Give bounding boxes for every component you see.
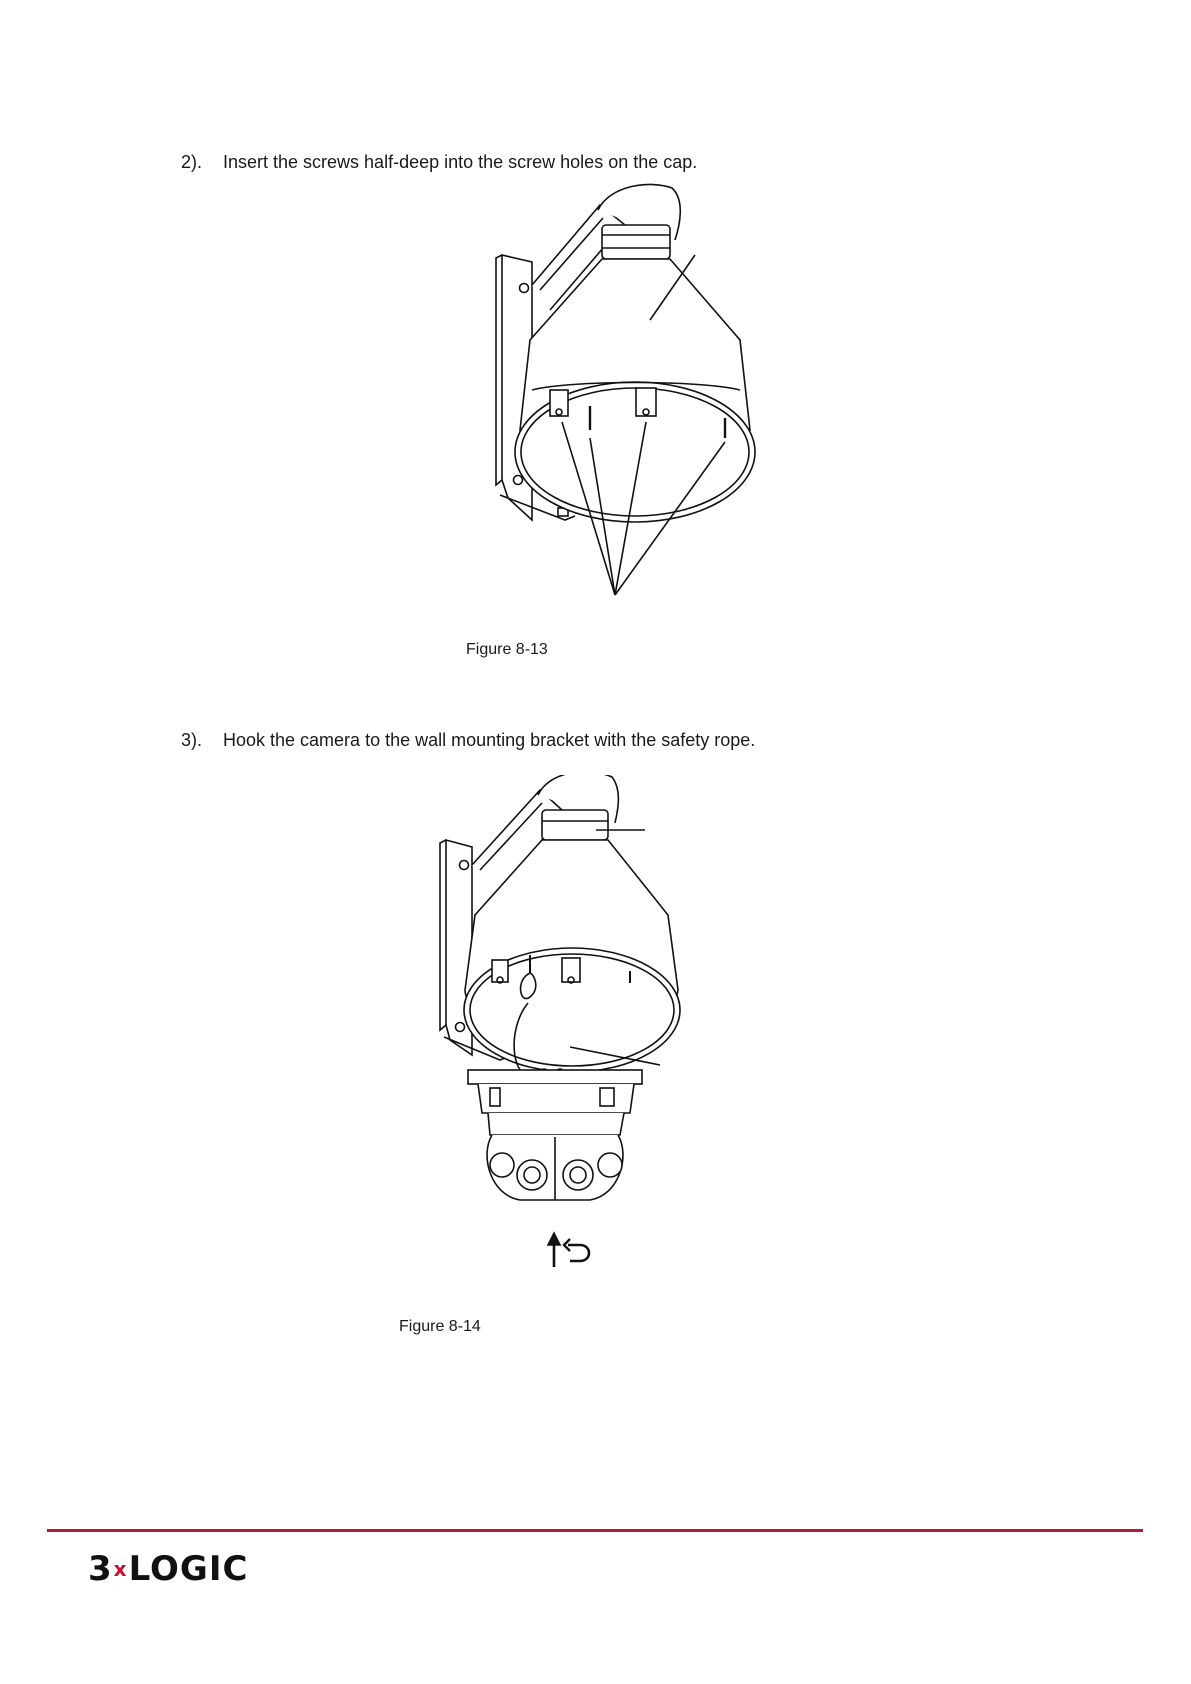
step-number: 3). — [181, 730, 203, 750]
step-number: 2). — [181, 152, 203, 172]
logo-part-3: 3 — [88, 1549, 113, 1589]
step-3 — [181, 729, 755, 751]
step-2 — [181, 151, 697, 173]
footer-rule — [47, 1529, 1143, 1532]
logo-part-logic: LOGIC — [128, 1549, 249, 1589]
step-text: Insert the screws half-deep into the screw holes on the cap. — [223, 152, 698, 172]
figure-8-13-illustration — [440, 180, 800, 600]
figure-caption: Figure 8-14 — [399, 1318, 481, 1335]
figure-8-14-illustration — [420, 775, 740, 1295]
figure-caption: Figure 8-13 — [466, 641, 548, 658]
logo-part-x: x — [113, 1557, 128, 1581]
step-text: Hook the camera to the wall mounting bracket with the safety rope. — [223, 730, 756, 750]
logo-3xlogic — [88, 1549, 248, 1589]
